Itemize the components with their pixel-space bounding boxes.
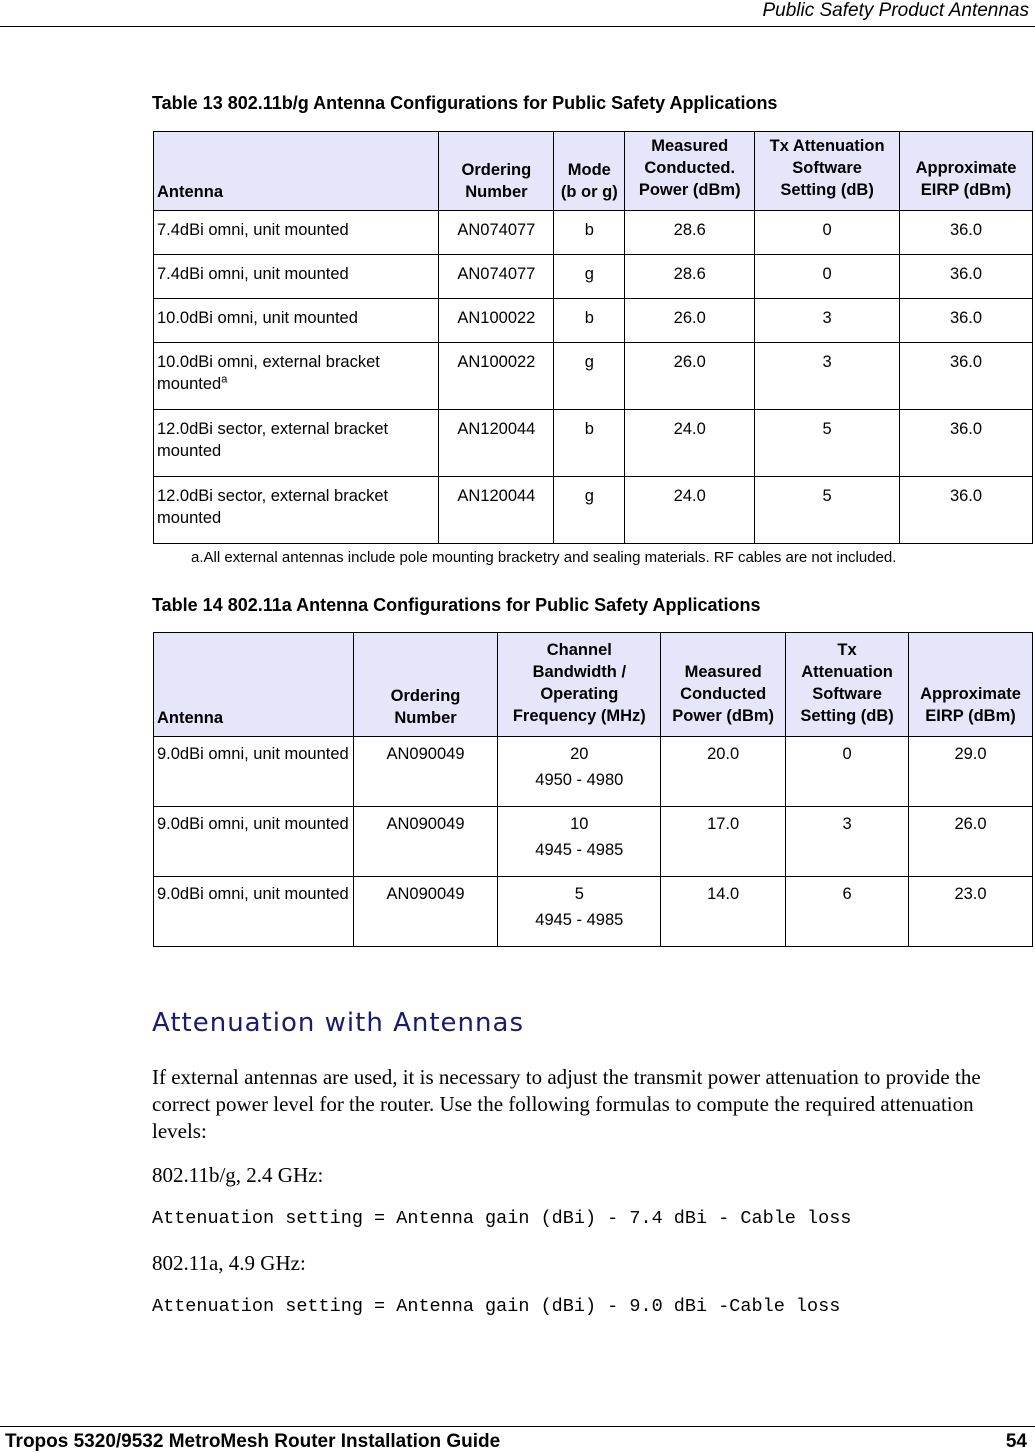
page-number: 54	[1005, 1431, 1027, 1452]
footnote-mark: a	[221, 373, 228, 386]
cell-channel	[498, 877, 661, 947]
cell-power: 24.0	[625, 410, 755, 477]
table-row	[154, 211, 1033, 255]
cell-tx: 5	[755, 410, 900, 477]
cell-power: 28.6	[625, 255, 755, 299]
cell-eirp: 29.0	[909, 737, 1033, 807]
table-row	[154, 343, 1033, 410]
table-row	[154, 299, 1033, 343]
cell-frequency: 4945 - 4985	[535, 841, 624, 859]
cell-tx: 3	[755, 299, 900, 343]
cell-power: 28.6	[625, 211, 755, 255]
cell-antenna: 10.0dBi omni, unit mounted	[154, 299, 439, 343]
cell-eirp: 36.0	[900, 343, 1033, 410]
cell-ordering: AN074077	[439, 211, 554, 255]
table-row	[154, 877, 1033, 947]
formula-label-bg: 802.11b/g, 2.4 GHz:	[152, 1163, 324, 1187]
cell-antenna: 12.0dBi sector, external bracket mounted	[154, 410, 439, 477]
cell-eirp: 36.0	[900, 255, 1033, 299]
cell-antenna: 12.0dBi sector, external bracket mounted	[154, 477, 439, 544]
header-divider	[0, 26, 1035, 27]
cell-ordering: AN074077	[439, 255, 554, 299]
cell-antenna: 9.0dBi omni, unit mounted	[154, 807, 354, 877]
table13-footnote: a.All external antennas include pole mounting bracketry and sealing materials. RF cables are not included.	[191, 549, 897, 566]
table13	[153, 131, 1033, 544]
cell-ordering: AN100022	[439, 343, 554, 410]
cell-antenna: 7.4dBi omni, unit mounted	[154, 211, 439, 255]
table14	[153, 632, 1033, 947]
cell-tx: 0	[786, 737, 909, 807]
table14-header-row	[154, 633, 1033, 737]
table13-header-power: Measured Conducted. Power (dBm)	[625, 132, 755, 211]
table-row	[154, 477, 1033, 544]
cell-ordering: AN100022	[439, 299, 554, 343]
cell-mode: b	[554, 410, 625, 477]
cell-ordering: AN120044	[439, 477, 554, 544]
table-row	[154, 737, 1033, 807]
table-row	[154, 255, 1033, 299]
cell-frequency: 4945 - 4985	[535, 911, 624, 929]
cell-mode: b	[554, 211, 625, 255]
table13-header-mode: Mode (b or g)	[554, 132, 625, 211]
cell-mode: b	[554, 299, 625, 343]
cell-power: 17.0	[661, 807, 786, 877]
footer-title: Tropos 5320/9532 MetroMesh Router Installation Guide	[5, 1431, 501, 1452]
formula-a: Attenuation setting = Antenna gain (dBi) - 9.0 dBi -Cable loss	[152, 1296, 841, 1317]
table13-header-antenna: Antenna	[154, 132, 439, 211]
cell-eirp: 23.0	[909, 877, 1033, 947]
table14-header-ordering: Ordering Number	[353, 633, 498, 737]
table14-header-tx: Tx Attenuation Software Setting (dB)	[786, 633, 909, 737]
cell-bandwidth: 20	[570, 745, 589, 763]
table14-header-channel: Channel Bandwidth / Operating Frequency (MHz)	[498, 633, 661, 737]
cell-mode: g	[554, 255, 625, 299]
table14-header-eirp: Approximate EIRP (dBm)	[909, 633, 1033, 737]
cell-power: 20.0	[661, 737, 786, 807]
cell-power: 26.0	[625, 299, 755, 343]
table13-caption: Table 13 802.11b/g Antenna Configurations for Public Safety Applications	[152, 93, 778, 113]
cell-antenna: 10.0dBi omni, external bracket mounted$^a$	[154, 343, 439, 410]
table14-header-power: Measured Conducted Power (dBm)	[661, 633, 786, 737]
running-header: Public Safety Product Antennas	[762, 0, 1029, 21]
table-row	[154, 807, 1033, 877]
cell-tx: 0	[755, 255, 900, 299]
cell-antenna: 9.0dBi omni, unit mounted	[154, 737, 354, 807]
table14-caption: Table 14 802.11a Antenna Configurations for Public Safety Applications	[152, 595, 761, 615]
cell-eirp: 36.0	[900, 477, 1033, 544]
section-paragraph: If external antennas are used, it is necessary to adjust the transmit power attenuation to provide the correct power level for the router. Use the following formulas to compute the required attenuation levels:	[152, 1065, 981, 1143]
cell-power: 14.0	[661, 877, 786, 947]
formula-bg: Attenuation setting = Antenna gain (dBi) - 7.4 dBi - Cable loss	[152, 1208, 852, 1229]
cell-eirp: 36.0	[900, 410, 1033, 477]
cell-tx: 0	[755, 211, 900, 255]
cell-channel	[498, 807, 661, 877]
table13-header-row	[154, 132, 1033, 211]
section-heading: Attenuation with Antennas	[152, 1008, 524, 1038]
cell-ordering: AN120044	[439, 410, 554, 477]
cell-eirp: 36.0	[900, 299, 1033, 343]
cell-eirp: 36.0	[900, 211, 1033, 255]
cell-mode: g	[554, 343, 625, 410]
cell-mode: g	[554, 477, 625, 544]
cell-antenna: 7.4dBi omni, unit mounted	[154, 255, 439, 299]
footer-divider	[0, 1426, 1035, 1427]
cell-ordering: AN090049	[353, 877, 498, 947]
cell-power: 24.0	[625, 477, 755, 544]
cell-tx: 5	[755, 477, 900, 544]
cell-frequency: 4950 - 4980	[535, 771, 624, 789]
table14-header-antenna: Antenna	[154, 633, 354, 737]
cell-eirp: 26.0	[909, 807, 1033, 877]
cell-channel	[498, 737, 661, 807]
cell-ordering: AN090049	[353, 737, 498, 807]
cell-power: 26.0	[625, 343, 755, 410]
table13-header-ordering: Ordering Number	[439, 132, 554, 211]
cell-tx: 6	[786, 877, 909, 947]
cell-antenna: 9.0dBi omni, unit mounted	[154, 877, 354, 947]
table13-header-tx: Tx Attenuation Software Setting (dB)	[755, 132, 900, 211]
formula-label-a: 802.11a, 4.9 GHz:	[152, 1251, 306, 1275]
cell-bandwidth: 10	[570, 815, 589, 833]
table13-header-eirp: Approximate EIRP (dBm)	[900, 132, 1033, 211]
table-row	[154, 410, 1033, 477]
cell-tx: 3	[786, 807, 909, 877]
cell-tx: 3	[755, 343, 900, 410]
cell-ordering: AN090049	[353, 807, 498, 877]
cell-bandwidth: 5	[574, 885, 584, 903]
